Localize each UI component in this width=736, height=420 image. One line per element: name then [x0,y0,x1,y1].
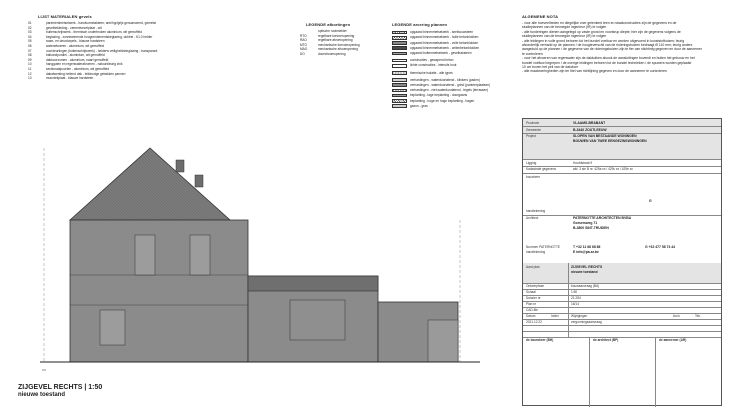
material-code: 10 [28,62,32,67]
hatching-swatch [392,83,407,87]
hatching-legend-item [392,51,490,56]
scale-label: Schaal [526,290,536,294]
hatching-legend-item [392,103,490,108]
hatching-text: beplanting - lage beplanting - doorgaans [410,93,468,98]
revision-header: Wijzigingen [571,314,588,318]
builder-value: G [649,199,652,203]
architect-sign-label: handtekening [526,250,546,254]
architect-city: B-3800 SINT-TRUIDEN [573,226,609,230]
material-code: 11 [28,66,32,71]
note-line: - voor alle hoeveelheden en diegelijke voer gelenkent teen en staalconstructies zijn de gegevens en de [522,21,677,25]
hatching-text: beplanting - hoge en hoge beplanting - hagen [410,98,475,103]
abbreviation-text: mechanische toevoeropening [318,42,360,47]
province-label: Provincie [526,121,540,125]
abbreviation-text: doorstroomopening [318,51,346,56]
material-code: 04 [28,34,32,39]
revision-date: 2021.12.22 [526,320,542,324]
revision-header: Arch. [673,314,681,318]
note-line: - alle funderingen dienen aangelegd op vaste grond en voorstrup diepte; hier zijn de gegevens volgens de [522,29,681,34]
note-line: - voor het afvoeren van regenwater zijn de dakkolken alsook de aansluitingen bovendi en buiten het gebouw en het [522,56,695,61]
note-line: aangeduid op de plannen / de gegevens van de rioleringsbuizen zijn te fier van stichtinfg gegeven en door de aannemer [522,47,702,52]
builder-label: bouwheer [526,175,540,179]
material-text: voordeurtingen (buitenschrijnwerk) - helderw veiligheidsbeglazing - transparant [46,48,158,53]
hatching-text: opgaand binnenmetselwerk - snelbouwsteen [410,30,474,35]
location-label: Ligging [526,160,537,165]
dossier-label: Dossier nr [526,296,541,300]
material-text: hangguten en regenwaterafvoeren - natuurkleurig zink [46,62,123,67]
signature-contractor: de aannemer (AR) [659,338,687,342]
abbreviation-code: MTO [300,42,308,47]
hatching-text: opgaand binnenmetselwerk - volle betonblokken [410,40,479,45]
hatching-text: opgaand buitenmetselwerk - gevelbaksteen [410,51,472,56]
note-line: te controleren [522,51,543,56]
project-line-1: SLOPEN VAN BESTAANDE WONINGEN [573,134,637,138]
abbreviation-code: RAO [300,38,307,43]
signature-owner: de bouwheer (BH) [526,338,554,342]
phase-value: bouwaanvraag (BA) [571,284,600,288]
note-line: studieplannen van de bevoegde ingenieur (IR) te volgen [522,25,607,30]
stamp-label: Nummer PATERNOTTE [526,245,561,249]
scale-value: 1:50 [571,290,578,294]
hatching-text: verhardingen - niet-waterdoorlatend - tegels (terrassen) [410,88,489,93]
title-block [522,118,722,406]
material-text: sectionaalpoorten - aluminium, wit gemoffeld [46,66,110,71]
commune-value: B-3440 ZOUTLEEUW [573,127,607,132]
architect-mobile: G +32 477 58 74 44 [645,245,676,249]
abbreviation-text: optische rookmelder [318,29,347,33]
hatching-swatch [392,52,407,56]
hatching-swatch [392,31,407,35]
material-text: buitenschrijnwerk - thermisch onderbroken aluminium, wit gemoffeld [46,30,142,35]
location-value: Hoofdstraat 9 [573,160,593,165]
architect-name: PATERNOTTE ARCHITECTEN BVBA [573,216,632,220]
materials-title: LIJST MATERIALEN gevels [38,14,92,19]
architect-label: Architect [526,216,539,220]
abbreviation-text: regelbare toevoeropening [318,33,355,38]
revision-header: Datum [526,314,536,318]
plan-label: Aard plan [526,264,540,269]
hatching-swatch [392,99,407,103]
builder-sign-label: handtekening [526,209,546,213]
material-text: muurdekplaat - blauwe hardsteen [46,76,94,81]
plan-nr-value: 16/14 [571,302,579,306]
legend-abbreviations-title: LEGENDE afkortingen [306,22,351,27]
materials-list [28,14,157,81]
material-text: waterafvoeren - aluminium, wit gemoffeld [46,43,105,48]
drawing-subtitle: nieuwe toestand [18,392,66,398]
hatching-text: thermische isolatie - alle types [410,70,453,75]
note-line: bundel voeltuw begrepen / de overige leidingen behoren tot de bundel technieken / de spuwers worden geplaatst [522,60,692,65]
general-notes-title: ALGEMENE NOTA [522,14,559,19]
kadaster-label: Kadastrale gegevens [526,167,556,171]
project-label: Project [526,134,536,138]
hatching-swatch [392,46,407,50]
note-line: studieplannen van de bevoegde ingenieur (IR) te volgen [522,34,607,39]
abbreviation-text: regelbare afvoeropening [318,38,353,43]
material-code: 03 [28,30,32,35]
abbreviation-item [300,52,360,57]
revision-text: vergunningsaanvraag [571,320,602,324]
material-code: 01 [28,21,32,25]
cad-label: CAD-file [526,308,538,312]
abbreviation-text: mechanische afvoeropening [318,47,358,52]
hatching-swatch [392,59,407,63]
hatching-text: opgaand binnenmetselwerk - holle betonblokken [410,35,479,40]
hatching-text: constructies - gewapend beton [410,58,454,63]
architect-email: E info@pa-ar.be [573,250,599,254]
material-item [28,76,157,81]
material-text: beglazing - zonnewerende hoogrendementsbeglazing, dubbel - K1.0 helder [46,34,153,39]
hatching-swatch [392,94,407,98]
material-text: parementmetselwerk - handvormbakteen; antr/hgr/grijs genuanceerd, gemetst [46,21,157,25]
hatching-text: verhardingen - waterdoorlatend - grind (parkeerplaatsen) [410,82,491,87]
province-value: VLAAMS-BRABANT [573,121,606,125]
signature-architect: de architect (BP) [593,338,619,342]
kadaster-value: afd. 3 sie B nr. 429a xx / 429c xx / 429e xx [573,167,633,171]
revision-header: Index [551,314,559,318]
hatching-text: opgaand binnenmetselwerk - cellenbetonblokken [410,45,480,50]
hatching-swatch [392,71,407,75]
material-code: 12 [28,71,32,76]
plan-title: ZIJGEVEL RECHTS [571,264,603,269]
hatching-text: gazon - gras [410,103,428,108]
elevation-drawing [40,140,480,380]
abbreviation-code: DO [300,51,305,56]
note-line: afzonderlijk verharld op de plannen / de hoogteverschil van de rioleringsbuizen bedraagt Ø 110 mm; leurig anders [522,43,693,48]
drawing-caption [18,384,102,398]
hatching-swatch [392,104,407,108]
material-code: 05 [28,39,32,44]
architect-tel: T +32 11 68 68 86 [573,245,601,249]
hatching-text: verhardingen - waterdoorlatend - klinkers (paden) [410,77,480,82]
material-text: dakboorzomen - aluminium, naarf gemoffeld [46,57,109,62]
material-code: 08 [28,53,32,58]
hatching-legend-item [392,63,490,68]
legend-abbreviations [300,22,360,57]
plan-nr-label: Plan nr [526,302,537,306]
general-notes [522,14,722,74]
material-text: dakafwerking hellend dak - leikleurige gebakken pannen [46,71,126,76]
note-line: - alle maatvoeringheden zijn ter titel van richtlijning gegeven en door de aannemer te controleren [522,69,667,74]
hatching-swatch [392,41,407,45]
hatching-swatch [392,64,407,68]
material-code: 02 [28,25,32,30]
abbreviation-code: RTO [300,33,307,38]
hatching-swatch [392,78,407,82]
material-code: 07 [28,48,32,53]
legend-hatching-title: LEGENDE arcering plannen [392,22,448,27]
phase-label: Ontwerpfase [526,284,545,288]
material-code: 09 [28,57,32,62]
dossier-value: 21.284 [571,296,581,300]
project-line-2: BOUWEN VAN TWEE EENGEZINSWONINGEN [573,139,647,143]
main-volume-wall [70,220,248,362]
abbreviation-code: MAO [300,47,308,52]
material-code: 06 [28,43,32,48]
architect-street: Gorsemweg 71 [573,221,598,225]
gable-roof [70,148,230,220]
note-line: 10 cm boven het peil van de dakvloer [522,65,579,70]
hatching-swatch [392,89,407,93]
commune-label: Gemeente [526,127,541,132]
revision-header: Tek. [695,314,701,318]
hatching-text: lichte constructies - interuits hout [410,63,457,68]
material-text: gevelbekleding - cementvezelplaat - wit [46,25,102,30]
material-text: raam- en deurdorpels - blauwe hardsteen [46,39,105,44]
drawing-title: ZIJGEVEL RECHTS | 1:50 [18,384,103,391]
material-code: 13 [28,76,32,81]
material-text: balkondpordiel - aluminium, wit gemoffeld [46,53,105,58]
note-line: - alle leidingen in volle grond behoren tot het bundel voeltuw en worden uitgevoerd in kunststofbuizen; leurig [522,38,685,43]
plan-subtitle: nieuwe toestand [571,269,598,274]
hatching-swatch [392,36,407,40]
hatching-legend-item [392,70,490,75]
legend-hatching [392,22,490,109]
